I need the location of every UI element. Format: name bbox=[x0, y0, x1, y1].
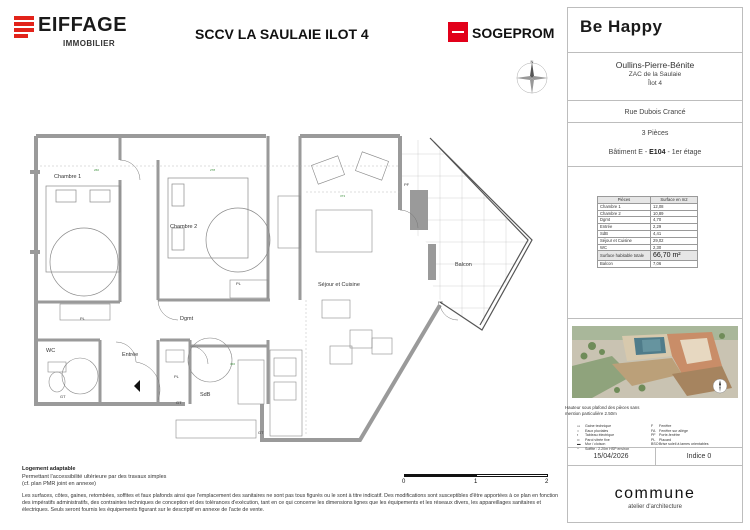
room-count: 3 Pièces bbox=[641, 130, 669, 137]
lot-code: E104 bbox=[649, 149, 666, 156]
header-surface: Surface en m2 bbox=[651, 197, 698, 204]
scale-segment bbox=[404, 474, 476, 477]
zac-name: ZAC de la Saulaie bbox=[628, 71, 682, 78]
legend-label: Gaine technique bbox=[585, 424, 612, 428]
panel-divider bbox=[567, 465, 743, 466]
room-area: 12,08 bbox=[651, 203, 698, 210]
table-row bbox=[598, 224, 698, 231]
room-name: Entrée bbox=[598, 224, 651, 231]
table-row bbox=[598, 230, 698, 237]
svg-text:260: 260 bbox=[94, 168, 100, 172]
panel-divider bbox=[567, 318, 743, 319]
french-door-tag: PF bbox=[438, 300, 444, 305]
legend-label: Eaux pluviales bbox=[585, 428, 609, 433]
room-area: 2,29 bbox=[651, 224, 698, 231]
svg-text:373: 373 bbox=[340, 194, 346, 198]
room-label-chambre1: Chambre 1 bbox=[54, 174, 82, 180]
svg-text:346: 346 bbox=[230, 362, 236, 366]
legend-label: Mur / cloison bbox=[585, 442, 606, 446]
ceiling-height-line: Hauteur sous plafond des pièces sans bbox=[565, 405, 640, 410]
balcony-floor bbox=[400, 140, 530, 330]
total-label: Surface habitable totale bbox=[598, 251, 651, 261]
header-rooms: Pièces bbox=[598, 197, 651, 204]
legend-label: Fenêtre bbox=[659, 424, 672, 428]
room-name: SdB bbox=[598, 230, 651, 237]
closet-tag: PL bbox=[80, 316, 85, 321]
legend-symbol-icon: ▬ bbox=[577, 442, 581, 446]
dimension-marks bbox=[94, 168, 345, 366]
ceiling-height-note bbox=[565, 405, 639, 416]
legend-label: Brise soleil à lames orientables bbox=[659, 442, 709, 446]
french-door-tag: PF bbox=[404, 182, 410, 187]
room-label-sejour: Séjour et Cuisine bbox=[318, 282, 360, 288]
room-label-dgmt: Dgmt bbox=[180, 316, 194, 322]
closet-tag: PL bbox=[174, 374, 179, 379]
floor-label: - 1er étage bbox=[665, 149, 702, 156]
adaptable-note: (cf. plan PMR joint en annexe) bbox=[22, 481, 96, 487]
scale-label: 0 bbox=[402, 479, 406, 485]
legend-symbol-icon: ┈ bbox=[577, 446, 580, 451]
balcony-area: 7,06 bbox=[651, 261, 698, 268]
room-label-wc: WC bbox=[46, 348, 56, 354]
ilot-name: Îlot 4 bbox=[647, 80, 663, 87]
toilet-icon bbox=[48, 358, 98, 394]
panel-divider bbox=[567, 122, 743, 123]
room-label-chambre2: Chambre 2 bbox=[170, 224, 198, 230]
legend-label: Fenêtre sur allège bbox=[659, 428, 688, 433]
window-marks bbox=[30, 170, 436, 280]
entrance-arrow-icon bbox=[134, 380, 140, 392]
area-table bbox=[597, 196, 698, 268]
legend-label: Tableau électrique bbox=[585, 433, 615, 437]
room-area: 2,30 bbox=[651, 244, 698, 251]
room-area: 29,02 bbox=[651, 237, 698, 244]
table-row bbox=[598, 217, 698, 224]
closet-tag: PL bbox=[236, 281, 241, 286]
total-value: 66,70 m² bbox=[651, 251, 698, 261]
bed-icon bbox=[46, 186, 120, 296]
duct-tag: GT bbox=[60, 394, 66, 399]
city-name: Oullins-Pierre-Bénite bbox=[615, 60, 695, 70]
table-row bbox=[598, 203, 698, 210]
kitchen-counter bbox=[270, 350, 302, 436]
legend-symbol-icon: ▭ bbox=[577, 424, 581, 428]
aerial-compass-icon bbox=[713, 379, 727, 393]
ceiling-height-line: mention particulière 2.50m bbox=[565, 410, 617, 416]
sofa-icon bbox=[278, 152, 392, 364]
table-row bbox=[598, 261, 698, 268]
panel-divider bbox=[567, 166, 743, 167]
architect-logo: commune bbox=[614, 485, 696, 502]
legend-code: PL bbox=[651, 437, 656, 442]
room-label-balcon: Balcon bbox=[455, 262, 472, 268]
room-name: Chambre 1 bbox=[598, 203, 651, 210]
total-row bbox=[598, 251, 698, 261]
panel-divider bbox=[567, 52, 743, 53]
legend-row bbox=[577, 447, 709, 452]
legend-label: Paroi vitrée fixe bbox=[585, 437, 610, 442]
duct-tag: GT bbox=[258, 430, 264, 435]
aerial-site-view bbox=[572, 326, 738, 398]
be-happy-logo: Be Happy bbox=[580, 17, 663, 36]
legend-symbol-icon: ○ bbox=[577, 428, 580, 433]
scale-bar bbox=[402, 468, 552, 490]
legend-symbol-icon: ▪ bbox=[577, 433, 579, 437]
table-row bbox=[598, 210, 698, 217]
area-table-header bbox=[598, 197, 698, 204]
compass-north-label: N bbox=[530, 59, 534, 64]
wardrobe bbox=[60, 304, 110, 320]
room-name: Chambre 2 bbox=[598, 210, 651, 217]
room-area: 4,41 bbox=[651, 230, 698, 237]
table-row bbox=[598, 237, 698, 244]
plan-legend bbox=[577, 424, 709, 451]
eiffage-wordmark: EIFFAGE bbox=[38, 14, 128, 36]
sogeprom-wordmark: SOGEPROM bbox=[472, 25, 555, 41]
adaptable-title: Logement adaptable bbox=[22, 466, 76, 472]
scale-segment bbox=[476, 474, 548, 477]
architect-subtitle: atelier d'architecture bbox=[628, 504, 682, 510]
table-row bbox=[598, 244, 698, 251]
duct-tag: GT bbox=[176, 400, 182, 405]
eiffage-subtitle: IMMOBILIER bbox=[63, 39, 115, 48]
room-label-entree: Entrée bbox=[122, 352, 139, 358]
room-name: WC bbox=[598, 244, 651, 251]
legend-code: F bbox=[651, 424, 654, 428]
street-name: Rue Dubois Crancé bbox=[624, 109, 686, 116]
room-name: Dgmt bbox=[598, 217, 651, 224]
building-info bbox=[567, 149, 743, 156]
scale-label: 2 bbox=[545, 479, 549, 485]
bathroom-fixtures bbox=[166, 338, 264, 438]
plan-index: Indice 0 bbox=[686, 453, 712, 460]
legend-code: FA bbox=[651, 428, 656, 433]
legend-label: Soffite : 2.20m HSP environ bbox=[585, 446, 630, 451]
legend-code: PF bbox=[651, 433, 656, 437]
plan-date: 15/04/2026 bbox=[593, 453, 629, 460]
legend-code: BSO bbox=[651, 442, 659, 446]
legend-label: Porte-fenêtre bbox=[659, 433, 680, 437]
room-name: Séjour et Cuisine bbox=[598, 237, 651, 244]
adaptable-note: Permettant l'accessibilité ultérieure par des travaux simples bbox=[22, 474, 167, 480]
legend-symbol-icon: ═ bbox=[577, 437, 580, 442]
room-label-sdb: SdB bbox=[200, 392, 211, 398]
project-title: SCCV LA SAULAIE ILOT 4 bbox=[195, 26, 369, 42]
building-prefix: Bâtiment E - bbox=[608, 149, 650, 156]
disclaimer: Les surfaces, côtes, gaines, retombées, soffites et faux plafonds ainsi que l'emplacement des sanitaires ne sont pas tous figurés ou le sont à titre indicatif. Des modifications sont susceptibles d'être apportées à ce plan en fonction des impératifs administratifs, des contraintes techniques de conception et des tolérances d'exécution, tant en ce qui concerne les dimensions lignes que les équipements et les réseaux divers, les appareillages sanitaires et électriques. Seuls seront fournis les équipements figurant sur le descriptif en annexe de l'acte de vente. bbox=[22, 493, 559, 513]
legend-label: Placard bbox=[659, 437, 672, 442]
svg-text:278: 278 bbox=[210, 168, 216, 172]
room-area: 4,70 bbox=[651, 217, 698, 224]
balcony-label: Balcon bbox=[598, 261, 651, 268]
room-area: 10,89 bbox=[651, 210, 698, 217]
panel-divider bbox=[567, 100, 743, 101]
scale-label: 1 bbox=[474, 479, 478, 485]
